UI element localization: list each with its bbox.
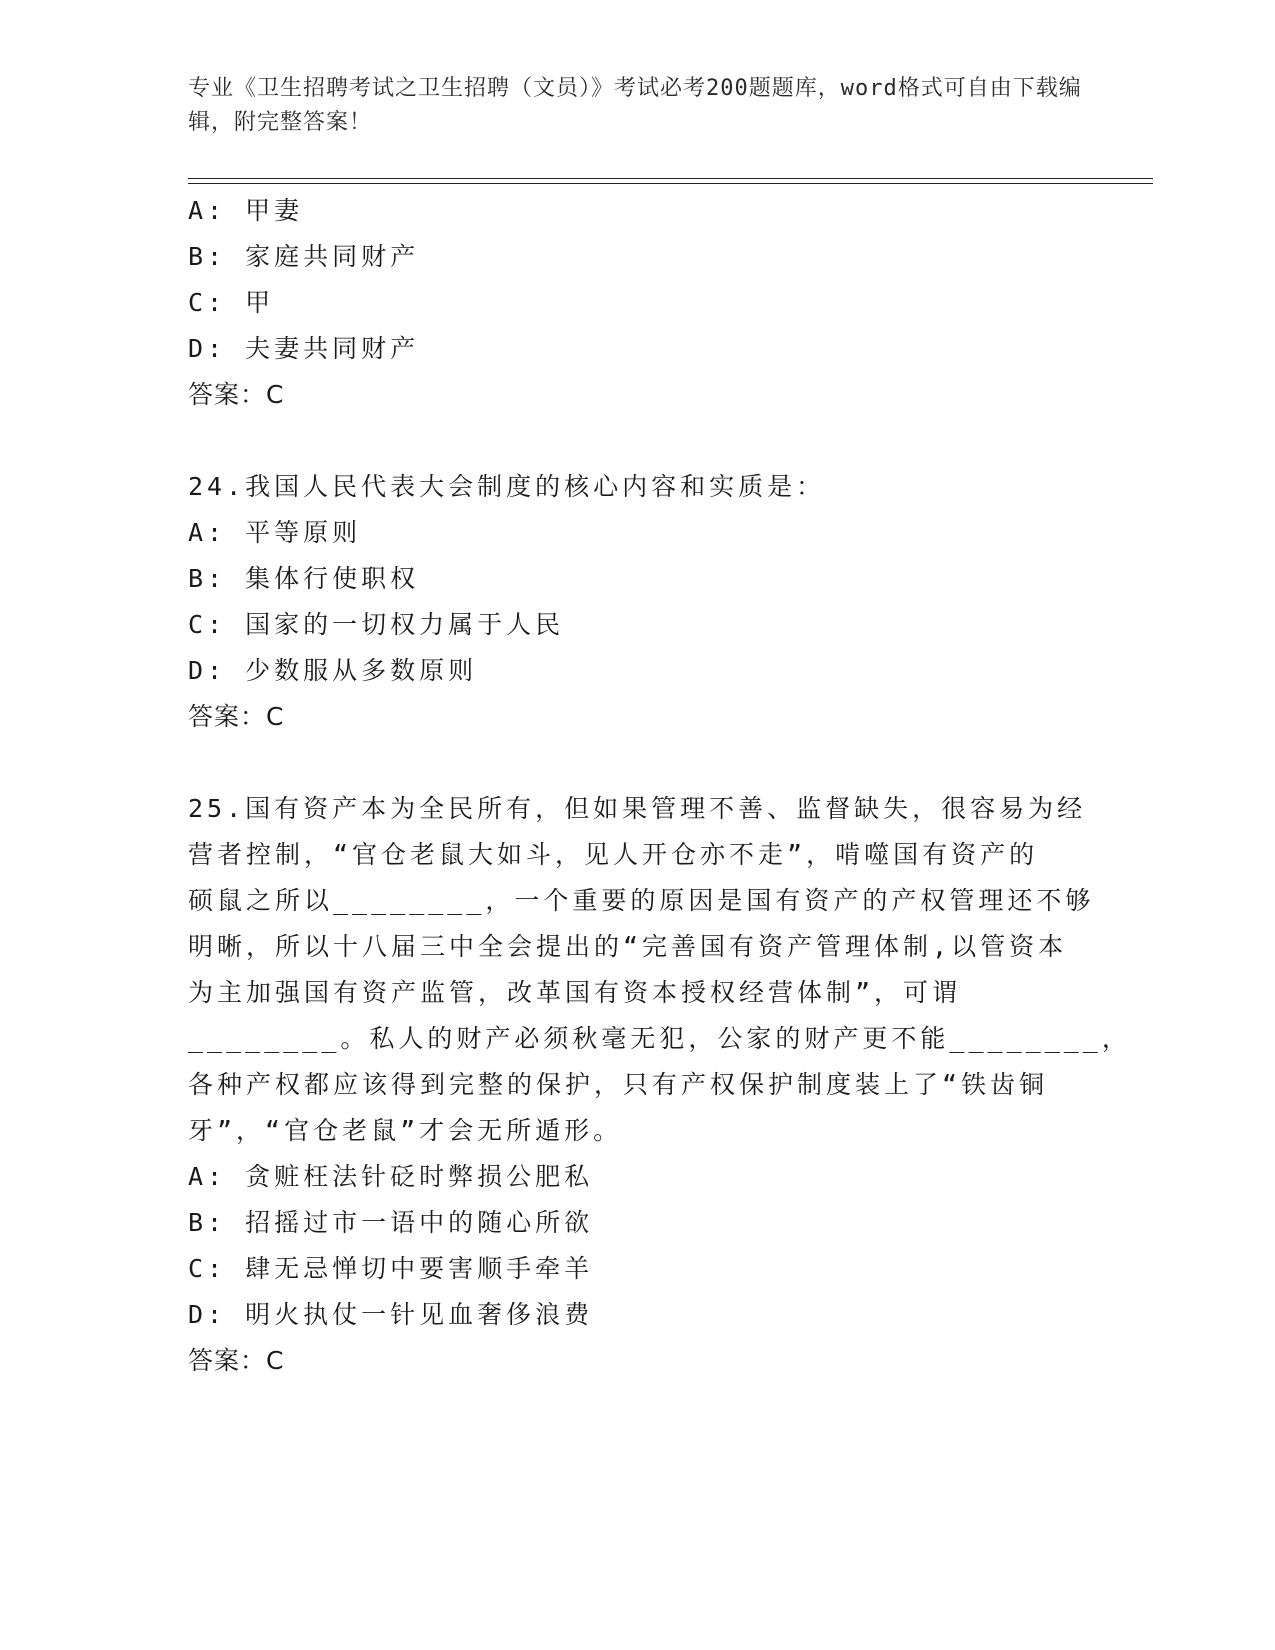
question-25-block — [188, 786, 1131, 1384]
q25-stem-line: 营者控制，“官仓老鼠大如斗，见人开仓亦不走”，啃噬国有资产的 — [188, 840, 1039, 869]
q25-option-b: B: 招摇过市一语中的随心所欲 — [188, 1208, 594, 1237]
q23-option-c: C: 甲 — [188, 288, 275, 317]
q24-answer: 答案：C — [188, 702, 285, 731]
q24-option-c: C: 国家的一切权力属于人民 — [188, 610, 565, 639]
q25-stem-line: 硕鼠之所以________，一个重要的原因是国有资产的产权管理还不够 — [188, 886, 1095, 915]
q25-option-a: A: 贪赃枉法针砭时弊损公肥私 — [188, 1162, 594, 1191]
q25-stem-line: 明晰，所以十八届三中全会提出的“完善国有资产管理体制,以管资本 — [188, 932, 1068, 961]
spacer — [188, 418, 1078, 464]
q25-answer: 答案：C — [188, 1346, 285, 1375]
q23-answer: 答案：C — [188, 380, 285, 409]
q25-stem-line: 25.国有资产本为全民所有，但如果管理不善、监督缺失，很容易为经 — [188, 794, 1087, 823]
q25-option-c: C: 肆无忌惮切中要害顺手牵羊 — [188, 1254, 594, 1283]
q23-option-b: B: 家庭共同财产 — [188, 242, 420, 271]
q25-stem-line: 各种产权都应该得到完整的保护，只有产权保护制度装上了“铁齿铜 — [188, 1070, 1049, 1099]
spacer — [188, 740, 1078, 786]
q25-stem-line: ________。私人的财产必须秋毫无犯，公家的财产更不能________， — [188, 1024, 1131, 1053]
question-content — [188, 188, 1131, 1384]
question-24-block — [188, 464, 1078, 740]
q25-stem-line: 为主加强国有资产监管，改革国有资本授权经营体制”，可谓 — [188, 978, 962, 1007]
q23-option-d: D: 夫妻共同财产 — [188, 334, 420, 363]
q25-stem-line: 牙”，“官仓老鼠”才会无所遁形。 — [188, 1116, 623, 1145]
q24-option-b: B: 集体行使职权 — [188, 564, 420, 593]
document-header: 专业《卫生招聘考试之卫生招聘（文员）》考试必考200题题库，word格式可自由下载编辑，附完整答案！ — [188, 76, 1082, 135]
q23-option-a: A: 甲妻 — [188, 196, 304, 225]
question-23-block — [188, 188, 1078, 418]
q24-option-a: A: 平等原则 — [188, 518, 362, 547]
q24-stem: 24.我国人民代表大会制度的核心内容和实质是： — [188, 472, 826, 501]
q25-option-d: D: 明火执仗一针见血奢侈浪费 — [188, 1300, 594, 1329]
header-double-rule — [188, 178, 1153, 184]
q24-option-d: D: 少数服从多数原则 — [188, 656, 478, 685]
